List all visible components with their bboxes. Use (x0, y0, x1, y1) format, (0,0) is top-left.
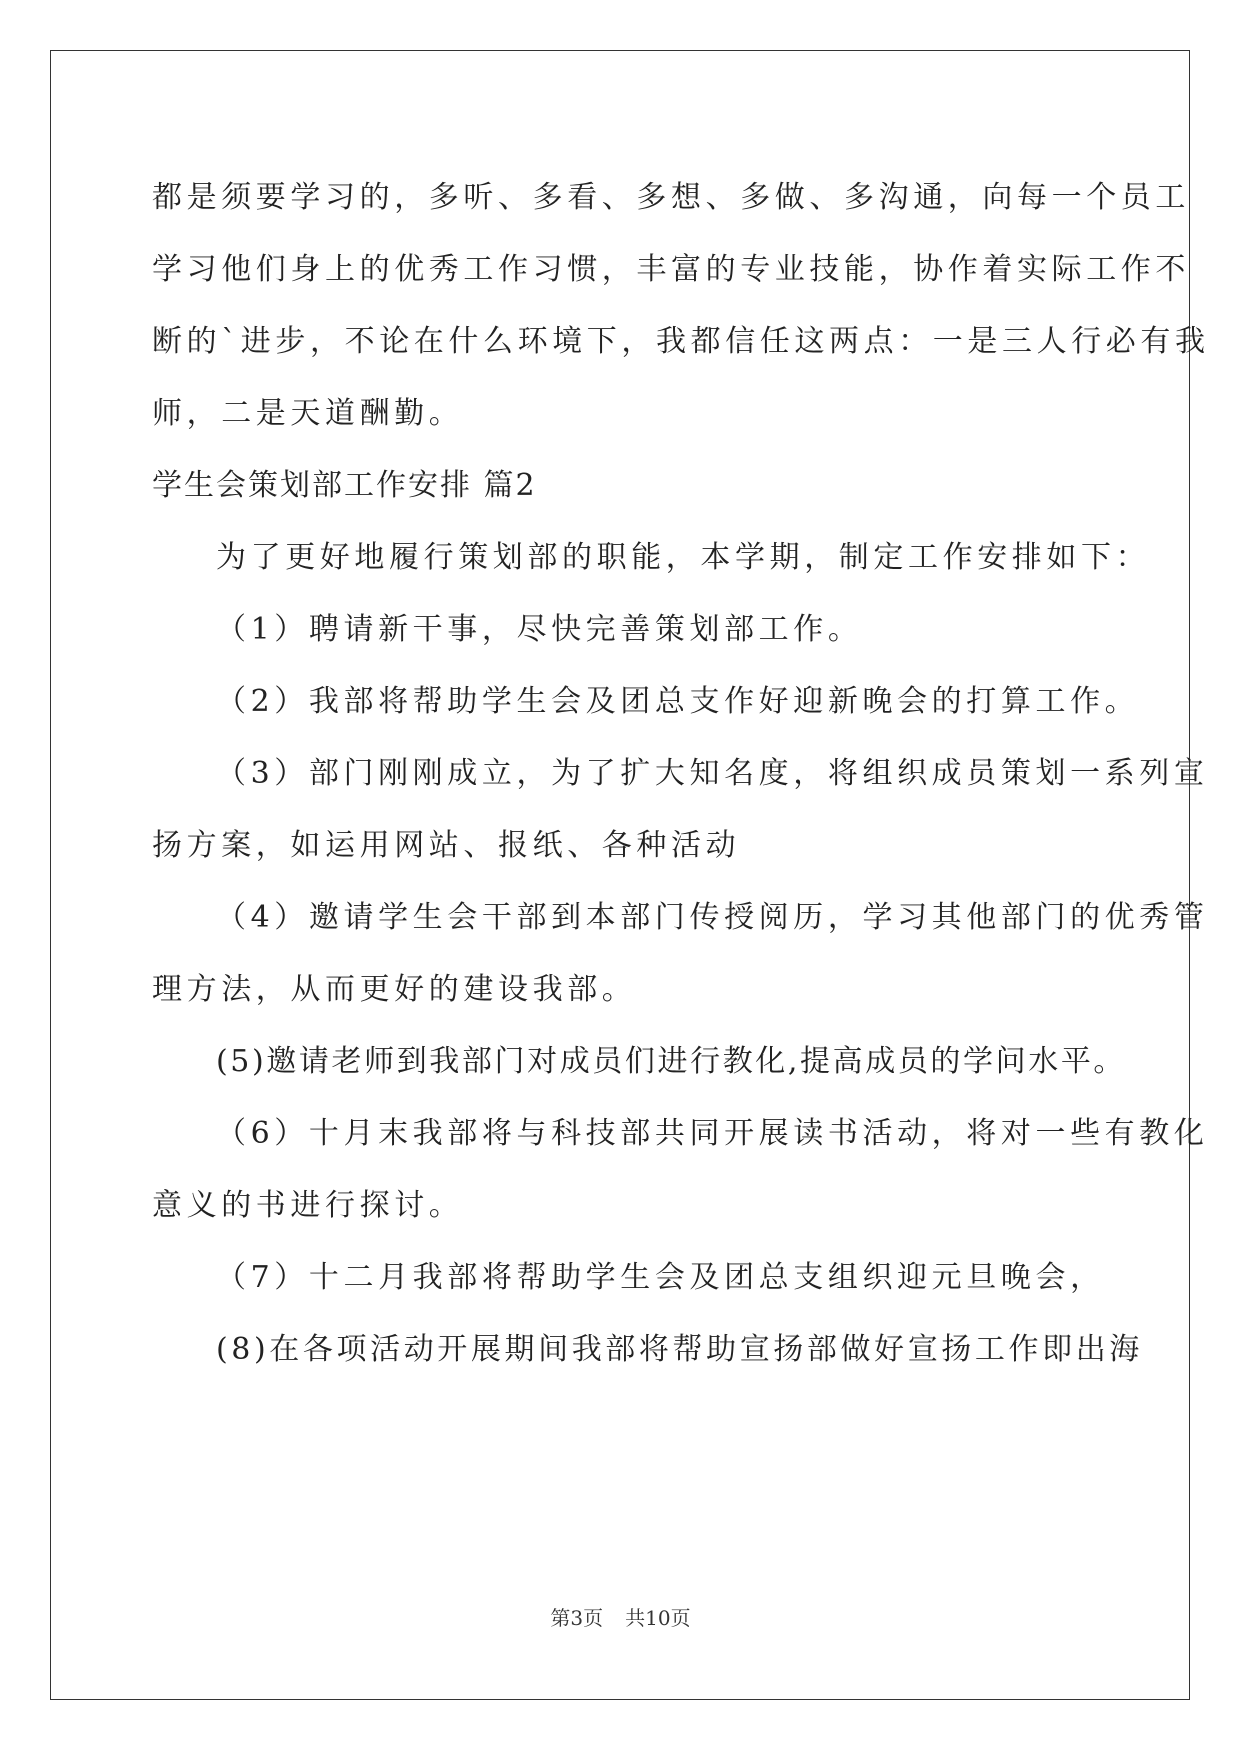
list-item: （4）邀请学生会干部到本部门传授阅历，学习其他部门的优秀管 (216, 900, 1209, 935)
list-item: （3）部门刚刚成立，为了扩大知名度，将组织成员策划一系列宣 (216, 756, 1209, 791)
page-footer (0, 1604, 1241, 1632)
list-item: （1）聘请新干事，尽快完善策划部工作。 (216, 612, 863, 647)
list-item-continuation: 意义的书进行探讨。 (152, 1188, 464, 1223)
list-item-continuation: 扬方案，如运用网站、报纸、各种活动 (152, 828, 741, 863)
list-item: (5)邀请老师到我部门对成员们进行教化,提高成员的学问水平。 (216, 1044, 1127, 1079)
document-body (152, 162, 1210, 1386)
list-item: （2）我部将帮助学生会及团总支作好迎新晚会的打算工作。 (216, 684, 1140, 719)
list-item: (8)在各项活动开展期间我部将帮助宣扬部做好宣扬工作即出海 (216, 1332, 1143, 1367)
text-line: 学习他们身上的优秀工作习惯，丰富的专业技能，协作着实际工作不 (152, 252, 1190, 287)
text-line: 师，二是天道酬勤。 (152, 396, 464, 431)
section-title: 学生会策划部工作安排 篇2 (152, 468, 537, 503)
list-item: （7）十二月我部将帮助学生会及团总支组织迎元旦晚会， (216, 1260, 1105, 1295)
text-line: 断的`进步，不论在什么环境下，我都信任这两点：一是三人行必有我 (152, 324, 1210, 359)
page-number: 第3页 (550, 1606, 604, 1630)
text-line: 为了更好地履行策划部的职能，本学期，制定工作安排如下： (216, 540, 1151, 575)
list-item: （6）十月末我部将与科技部共同开展读书活动，将对一些有教化 (216, 1116, 1209, 1151)
text-line: 都是须要学习的，多听、多看、多想、多做、多沟通，向每一个员工 (152, 180, 1190, 215)
list-item-continuation: 理方法，从而更好的建设我部。 (152, 972, 637, 1007)
page-total: 共10页 (625, 1606, 691, 1630)
